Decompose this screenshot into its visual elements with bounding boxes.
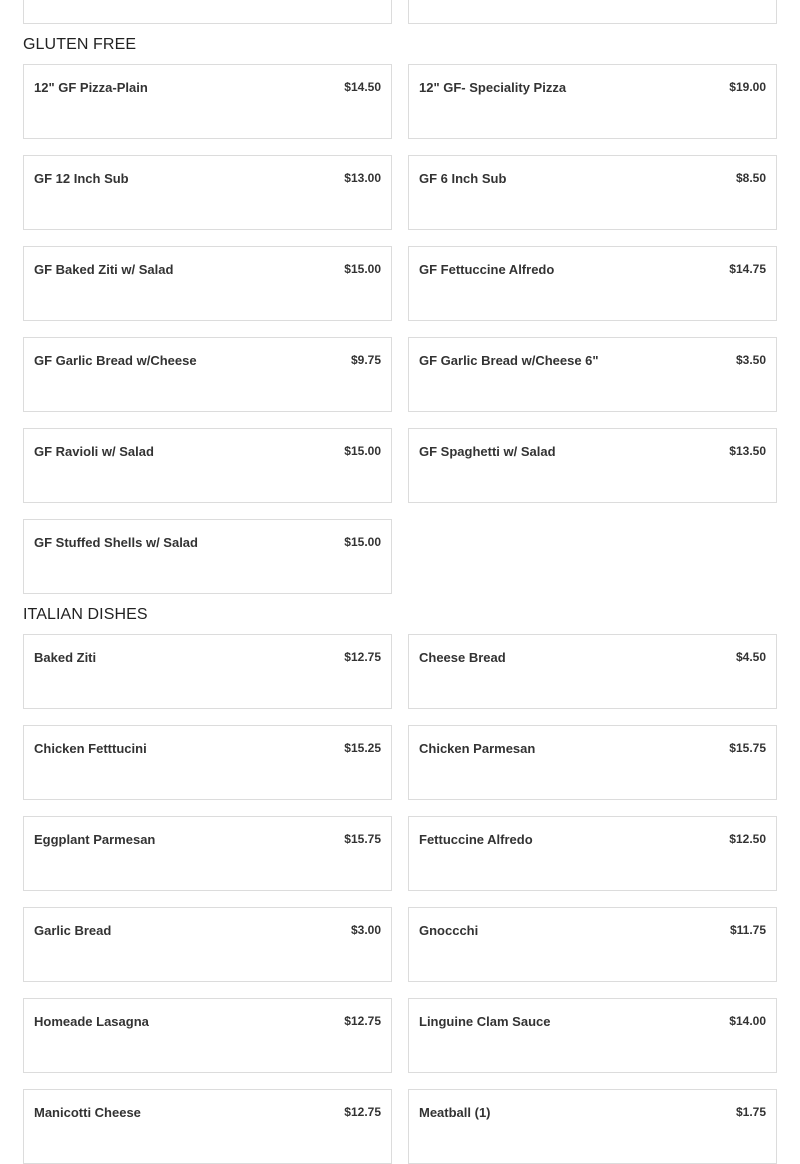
menu-item-price: $4.50	[735, 650, 766, 664]
menu-item-price: $11.75	[729, 923, 766, 937]
category-italian-dishes	[23, 594, 777, 1164]
menu-item-card[interactable]	[23, 634, 392, 709]
menu-item-name: Fettuccine Alfredo	[419, 832, 533, 847]
menu-item-price: $12.75	[344, 650, 381, 664]
menu-item-card[interactable]	[408, 725, 777, 800]
menu-item-price: $15.75	[344, 832, 381, 846]
menu-item-name: Chicken Fetttucini	[34, 741, 147, 756]
menu-item-price: $3.50	[735, 353, 766, 367]
menu-item-name: Gnoccchi	[419, 923, 479, 938]
menu-item-price: $8.50	[735, 171, 766, 185]
category-title: ITALIAN DISHES	[23, 606, 148, 623]
category-gluten-free	[23, 24, 777, 594]
menu-item-card[interactable]	[23, 1089, 392, 1164]
menu-item-card[interactable]	[408, 816, 777, 891]
menu-item-price: $12.75	[344, 1105, 381, 1119]
menu-item-card[interactable]	[23, 337, 392, 412]
menu-item-card[interactable]	[408, 155, 777, 230]
menu-item-card[interactable]	[23, 0, 392, 24]
menu-item-name: GF Ravioli w/ Salad	[34, 444, 154, 459]
menu-item-name: Eggplant Parmesan	[34, 832, 156, 847]
menu-item-price: $9.75	[350, 353, 381, 367]
menu-item-price: $15.00	[344, 535, 381, 549]
menu-item-name: GF 12 Inch Sub	[34, 171, 129, 186]
menu-item-card[interactable]	[23, 998, 392, 1073]
menu-item-card[interactable]	[408, 998, 777, 1073]
menu-item-grid	[23, 64, 777, 594]
menu-item-card[interactable]	[23, 64, 392, 139]
menu-item-price: $15.25	[344, 741, 381, 755]
menu-item-card[interactable]	[23, 519, 392, 594]
menu-item-name: Meatball (1)	[419, 1105, 491, 1120]
menu-item-price: $12.75	[344, 1014, 381, 1028]
menu-item-card[interactable]	[23, 725, 392, 800]
menu-item-price: $19.00	[729, 80, 766, 94]
menu-item-name: Linguine Clam Sauce	[419, 1014, 551, 1029]
menu-item-card[interactable]	[408, 337, 777, 412]
menu-item-card[interactable]	[408, 64, 777, 139]
menu-item-price: $1.75	[735, 1105, 766, 1119]
menu-item-price: $13.00	[344, 171, 381, 185]
menu-item-name: GF Baked Ziti w/ Salad	[34, 262, 174, 277]
menu-item-price: $15.00	[344, 262, 381, 276]
menu-item-name: Cheese Bread	[419, 650, 506, 665]
menu-item-name: GF Garlic Bread w/Cheese 6"	[419, 353, 599, 368]
menu-item-price: $15.75	[729, 741, 766, 755]
menu-item-card[interactable]	[408, 428, 777, 503]
menu-item-name: Baked Ziti	[34, 650, 97, 665]
menu-item-name: Chicken Parmesan	[419, 741, 536, 756]
menu-item-name: Homeade Lasagna	[34, 1014, 149, 1029]
menu-item-name: GF Spaghetti w/ Salad	[419, 444, 556, 459]
menu-page	[23, 0, 777, 1164]
menu-item-name: 12" GF- Speciality Pizza	[419, 80, 567, 95]
menu-item-grid	[23, 634, 777, 1164]
menu-item-card[interactable]	[23, 816, 392, 891]
menu-item-price: $14.50	[344, 80, 381, 94]
menu-item-card[interactable]	[408, 634, 777, 709]
menu-item-card[interactable]	[408, 246, 777, 321]
menu-item-name: GF Garlic Bread w/Cheese	[34, 353, 197, 368]
menu-item-price: $15.00	[344, 444, 381, 458]
menu-item-price: $3.00	[350, 923, 381, 937]
menu-item-name: Manicotti Cheese	[34, 1105, 141, 1120]
category-title: GLUTEN FREE	[23, 36, 137, 53]
menu-item-card[interactable]	[23, 246, 392, 321]
menu-item-name: GF Stuffed Shells w/ Salad	[34, 535, 198, 550]
menu-item-card[interactable]	[408, 0, 777, 24]
menu-item-card[interactable]	[408, 907, 777, 982]
menu-item-name: Garlic Bread	[34, 923, 112, 938]
menu-item-card[interactable]	[23, 428, 392, 503]
menu-item-name: 12" GF Pizza-Plain	[34, 80, 148, 95]
menu-item-price: $14.00	[729, 1014, 766, 1028]
menu-item-name: GF Fettuccine Alfredo	[419, 262, 555, 277]
menu-item-card[interactable]	[408, 1089, 777, 1164]
menu-item-card[interactable]	[23, 907, 392, 982]
menu-item-price: $13.50	[729, 444, 766, 458]
menu-item-price: $14.75	[729, 262, 766, 276]
previous-section-items	[23, 0, 777, 24]
menu-item-card[interactable]	[23, 155, 392, 230]
menu-item-name: GF 6 Inch Sub	[419, 171, 507, 186]
menu-item-price: $12.50	[729, 832, 766, 846]
